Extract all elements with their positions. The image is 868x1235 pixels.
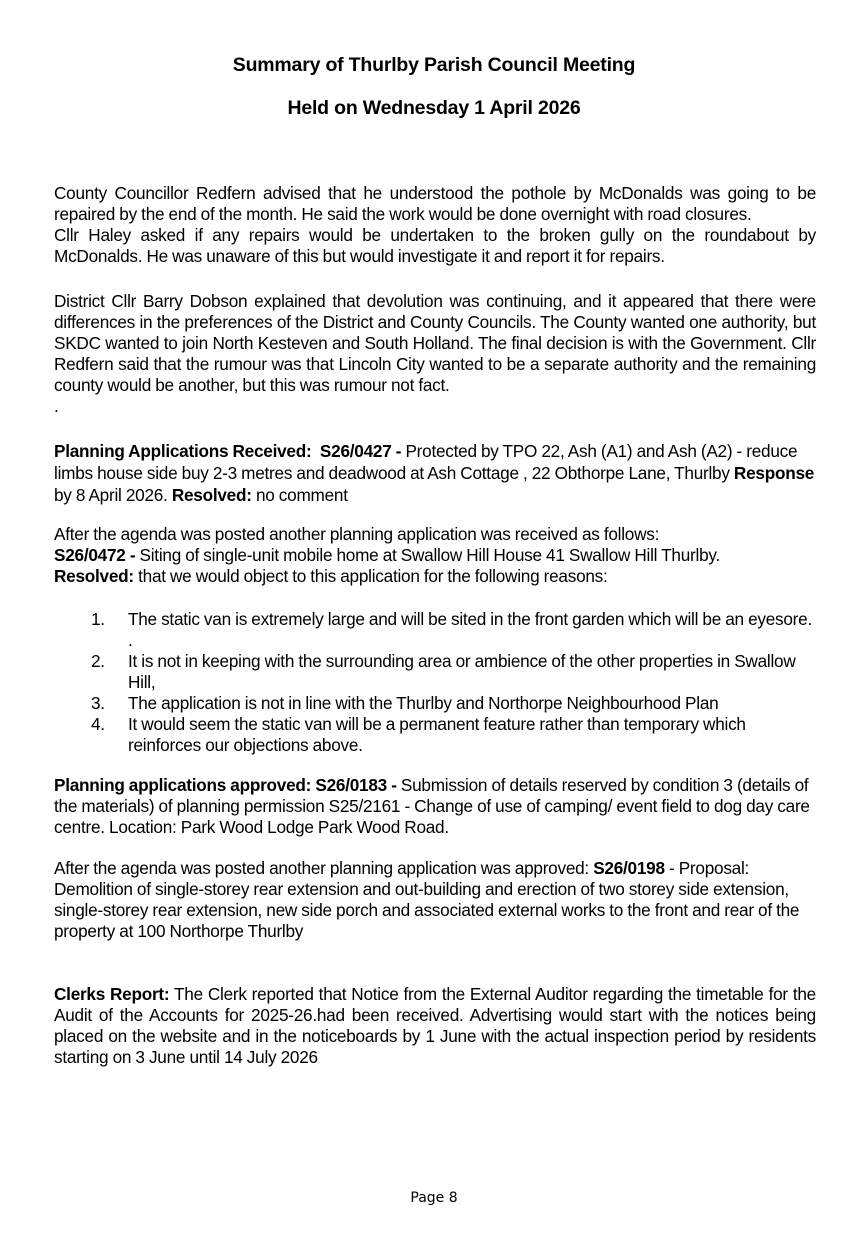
clerks-report-heading: Clerks Report:: [54, 984, 170, 1004]
stray-dot: .: [54, 396, 59, 416]
late-approval-ref: S26/0198: [593, 858, 665, 878]
resolved-label: Resolved:: [171, 485, 252, 505]
list-item-number: 4.: [91, 714, 105, 734]
county-cllr-paragraph: County Councillor Redfern advised that he understood the pothole by McDonalds was going to be repaired by the end of the month. He said the work would be done overnight with road closures.: [54, 183, 816, 224]
planning-received-text: Protected by TPO 22, Ash (A1) and Ash (A2) - reduce limbs house side buy 2-3 metres and deadwood at Ash Cottage , 22 Obthorpe Lane, Thurlby: [54, 441, 798, 483]
list-item: [54, 609, 816, 651]
response-label: Response: [733, 463, 815, 483]
county-councillor-report: [54, 183, 816, 267]
late-application-section: [54, 524, 816, 587]
list-item: [54, 693, 816, 714]
list-item-text: The application is not in line with the Thurlby and Northorpe Neighbourhood Plan: [128, 693, 719, 713]
list-item-number: 1.: [91, 609, 105, 629]
objection-reasons-list: [54, 609, 816, 756]
late-approval-intro: After the agenda was posted another planning application was approved:: [54, 858, 594, 878]
late-application-description: Siting of single-unit mobile home at Swallow Hill House 41 Swallow Hill Thurlby.: [135, 545, 720, 565]
page-number: Page 8: [410, 1190, 458, 1206]
clerks-report-section: [54, 984, 816, 1068]
list-item-text: The static van is extremely large and will be sited in the front garden which will be an eyesore. .: [128, 609, 812, 650]
document-title: Summary of Thurlby Parish Council Meeting: [232, 54, 636, 76]
clerks-report-text: The Clerk reported that Notice from the External Auditor regarding the timetable for the Audit of the Accounts for 2025-26.had been received. Advertising would start with the notices being placed on the website and in the noticeboards by 1 June with the actual inspection period by residents starting on 3 June until 14 July 2026: [54, 984, 816, 1067]
list-item-text: It is not in keeping with the surrounding area or ambience of the other properties in Swallow Hill,: [128, 651, 796, 692]
list-item-number: 3.: [91, 693, 105, 713]
late-approval-section: [54, 858, 816, 942]
planning-received-ref: S26/0427 -: [319, 441, 402, 461]
planning-approved-heading: Planning applications approved:: [54, 775, 312, 795]
meeting-date-heading: Held on Wednesday 1 April 2026: [287, 97, 581, 119]
planning-received-heading: Planning Applications Received:: [54, 441, 312, 461]
late-approval-text: - Proposal: Demolition of single-storey rear extension and out-building and erection of two storey side extension, single-storey rear extension, new side porch and associated external works to the front and rear of the property at 100 Northorpe Thurlby: [54, 858, 800, 941]
planning-approved-ref: S26/0183 -: [315, 775, 397, 795]
planning-approved-text: Submission of details reserved by condition 3 (details of the materials) of planning permission S25/2161 - Change of use of camping/ event field to dog day care centre. Location: Park Wood Lodge Park Wood Road.: [54, 775, 810, 837]
district-councillor-report: [54, 291, 816, 417]
cllr-haley-paragraph: Cllr Haley asked if any repairs would be undertaken to the broken gully on the roundabout by McDonalds. He was unaware of this but would investigate it and report it for repairs.: [54, 225, 816, 266]
list-item-text: It would seem the static van will be a permanent feature rather than temporary which reinforces our objections above.: [128, 714, 746, 755]
late-application-resolved-text: that we would object to this application for the following reasons:: [133, 566, 608, 586]
planning-received-section: [54, 440, 816, 506]
resolved-text: no comment: [251, 485, 348, 505]
district-cllr-paragraph: District Cllr Barry Dobson explained that devolution was continuing, and it appeared that there were differences in the preferences of the District and County Councils. The County wanted one authority, but SKDC wanted to join North Kesteven and South Holland. The final decision is with the Government. Cllr Redfern said that the rumour was that Lincoln City wanted to be a separate authority and the remaining county would be another, but this was rumour not fact.: [54, 291, 816, 395]
list-item: [54, 714, 816, 756]
late-application-ref: S26/0472 -: [54, 545, 136, 565]
list-item: [54, 651, 816, 693]
objection-reasons: [54, 609, 816, 756]
late-application-resolved-label: Resolved:: [54, 566, 134, 586]
planning-approved-section: [54, 775, 816, 838]
response-date: by 8 April 2026.: [54, 485, 172, 505]
list-item-number: 2.: [91, 651, 105, 671]
late-application-intro: After the agenda was posted another planning application was received as follows:: [54, 524, 660, 544]
